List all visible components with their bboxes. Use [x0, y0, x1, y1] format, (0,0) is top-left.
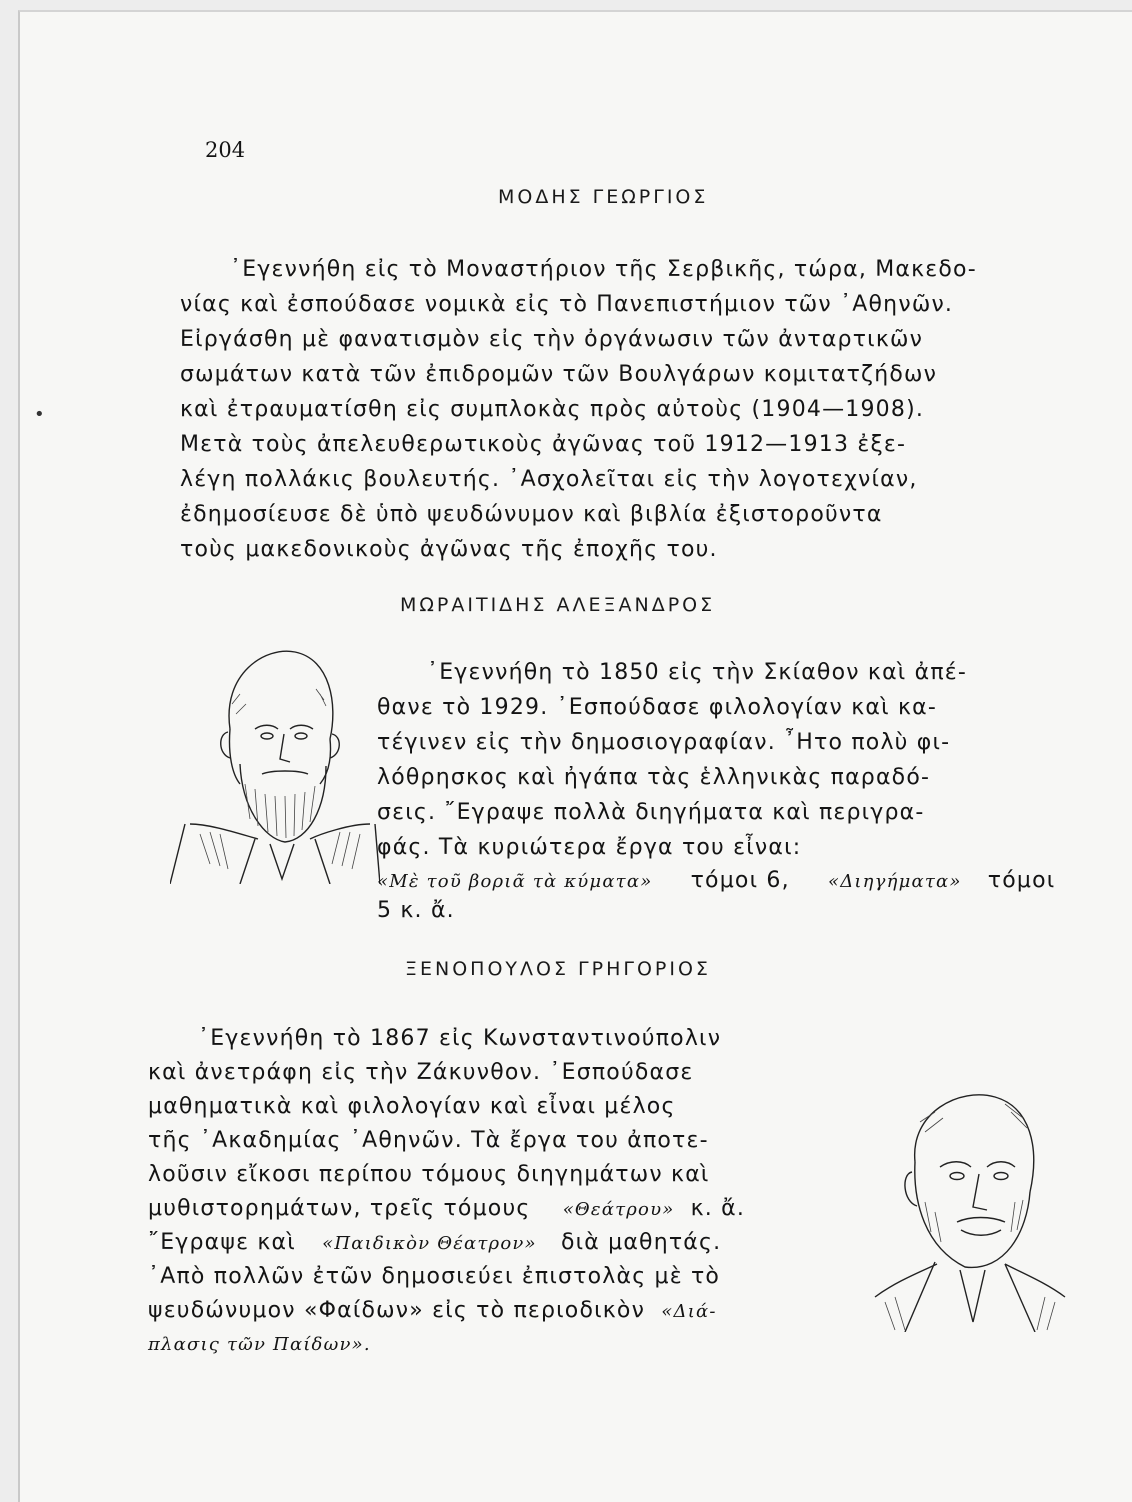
- works-line: [148, 1298, 717, 1323]
- work-suffix: διὰ μαθητάς.: [560, 1230, 722, 1255]
- text-line: ᾿Εγεννήθη τὸ 1867 εἰς Κωνσταντινούπολιν: [198, 1026, 722, 1051]
- text-line: λόθρησκος καὶ ἠγάπα τὰς ἑλληνικὰς παραδό-: [377, 765, 931, 790]
- text-line: μυθιστορημάτων, τρεῖς τόμους: [148, 1196, 531, 1221]
- text-line: ᾿Εγεννήθη εἰς τὸ Μοναστήριον τῆς Σερβικῆς, τώρα, Μακεδο-: [230, 257, 977, 282]
- work-title-continued: πλασις τῶν Παίδων».: [148, 1334, 371, 1355]
- portrait-moraitidis: [170, 634, 380, 884]
- work-title: «Διηγήματα»: [828, 871, 962, 892]
- book-page: [18, 10, 1132, 1502]
- text-line: ᾿Εγεννήθη τὸ 1850 εἰς τὴν Σκίαθον καὶ ἀπέ-: [427, 660, 968, 685]
- text-line: 5 κ. ἄ.: [377, 898, 455, 923]
- text-line: τῆς ᾿Ακαδημίας ᾿Αθηνῶν. Τὰ ἔργα του ἀποτε-: [148, 1128, 709, 1153]
- text-line: ἐδημοσίευσε δὲ ὑπὸ ψευδώνυμον καὶ βιβλία ἐξιστοροῦντα: [180, 502, 883, 527]
- work-title: «Θεάτρου»: [562, 1199, 675, 1220]
- work-title: «Διά-: [661, 1301, 717, 1322]
- entry-heading-modis: ΜΟΔΗΣ ΓΕΩΡΓΙΟΣ: [498, 186, 709, 208]
- work-title: «Μὲ τοῦ βοριᾶ τὰ κύματα»: [377, 871, 653, 892]
- text-line: σεις. ῎Εγραψε πολλὰ διηγήματα καὶ περιγρα-: [377, 800, 925, 825]
- text-line: θανε τὸ 1929. ᾿Εσπούδασε φιλολογίαν καὶ κα-: [377, 695, 937, 720]
- margin-mark: •: [34, 404, 45, 425]
- works-line: [148, 1230, 721, 1255]
- text-line: σωμάτων κατὰ τῶν ἐπιδρομῶν τῶν Βουλγάρων κομιτατζήδων: [180, 362, 938, 387]
- entry-heading-moraitidis: ΜΩΡΑΙΤΙΔΗΣ ΑΛΕΞΑΝΔΡΟΣ: [400, 594, 716, 616]
- text-line: μαθηματικὰ καὶ φιλολογίαν καὶ εἶναι μέλος: [148, 1094, 676, 1119]
- portrait-xenopoulos: [865, 1082, 1075, 1332]
- text-line: νίας καὶ ἐσπούδασε νομικὰ εἰς τὸ Πανεπιστήμιον τῶν ᾿Αθηνῶν.: [180, 292, 954, 317]
- text-line: φάς. Τὰ κυριώτερα ἔργα του εἶναι:: [377, 835, 802, 860]
- text-line: καὶ ἐτραυματίσθη εἰς συμπλοκὰς πρὸς αὐτοὺς (1904—1908).: [180, 397, 925, 422]
- text-line: Εἰργάσθη μὲ φανατισμὸν εἰς τὴν ὀργάνωσιν τῶν ἀνταρτικῶν: [180, 327, 924, 352]
- text-line: λέγη πολλάκις βουλευτής. ᾿Ασχολεῖται εἰς τὴν λογοτεχνίαν,: [180, 467, 918, 492]
- text-line: λοῦσιν εἴκοσι περίπου τόμους διηγημάτων καὶ: [148, 1162, 710, 1187]
- text-line: καὶ ἀνετράφη εἰς τὴν Ζάκυνθον. ᾿Εσπούδασε: [148, 1060, 694, 1085]
- text-line: ῎Εγραψε καὶ: [148, 1230, 296, 1255]
- text-line: Μετὰ τοὺς ἀπελευθερωτικοὺς ἀγῶνας τοῦ 1912—1913 ἐξε-: [180, 432, 907, 457]
- text-line: τέγινεν εἰς τὴν δημοσιογραφίαν. ῏Ητο πολὺ φι-: [377, 730, 951, 755]
- works-line: [148, 1196, 745, 1221]
- text-line: ᾿Απὸ πολλῶν ἐτῶν δημοσιεύει ἐπιστολὰς μὲ τὸ: [148, 1264, 721, 1289]
- work-volumes: τόμοι: [987, 868, 1056, 893]
- text-line-with-works: [377, 835, 801, 860]
- work-suffix: κ. ἄ.: [690, 1196, 746, 1221]
- text-line: ψευδώνυμον «Φαίδων» εἰς τὸ περιοδικὸν: [148, 1298, 646, 1323]
- work-title: «Παιδικὸν Θέατρον»: [322, 1233, 537, 1254]
- page-number: 204: [205, 138, 246, 162]
- text-line: τοὺς μακεδονικοὺς ἀγῶνας τῆς ἐποχῆς του.: [180, 537, 718, 562]
- work-volumes: τόμοι 6,: [690, 868, 790, 893]
- entry-heading-xenopoulos: ΞΕΝΟΠΟΥΛΟΣ ΓΡΗΓΟΡΙΟΣ: [405, 958, 711, 980]
- works-line: [377, 868, 1055, 893]
